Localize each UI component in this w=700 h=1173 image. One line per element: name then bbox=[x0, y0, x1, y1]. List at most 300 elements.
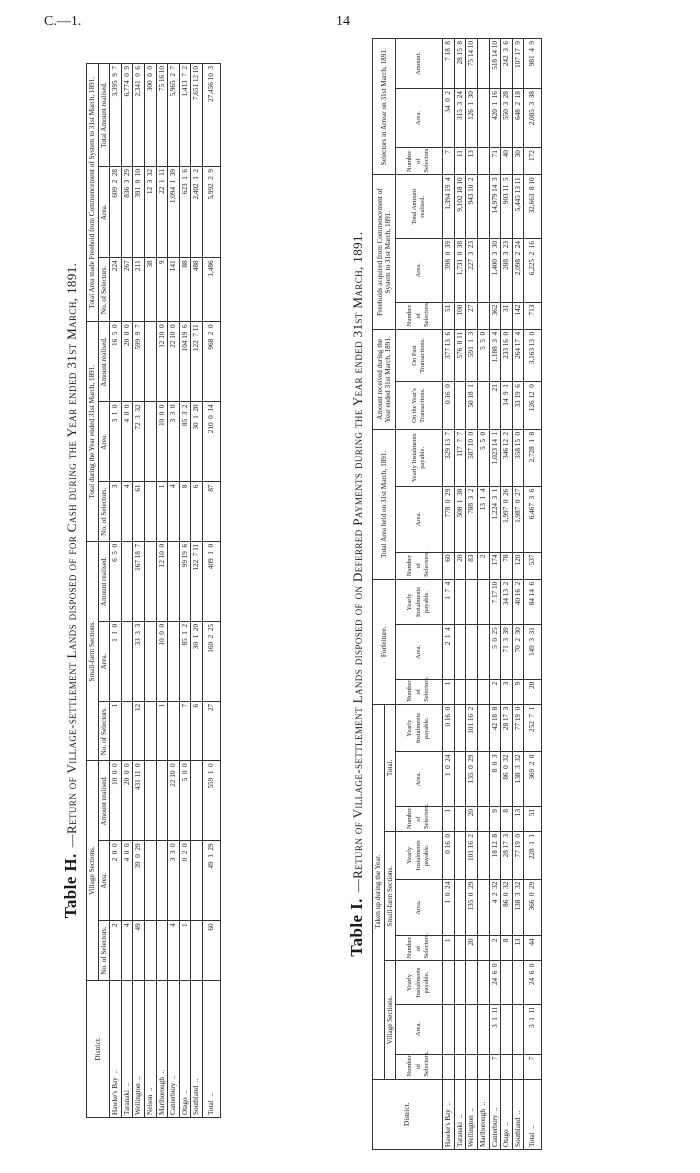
district-cell: Marlborough .. bbox=[477, 1079, 489, 1149]
table-cell bbox=[144, 322, 156, 402]
table-cell: 72 3 32 bbox=[133, 402, 145, 482]
table-cell: 20 bbox=[454, 552, 466, 579]
total-cell: 252 7 1 bbox=[524, 704, 542, 752]
table-cell: 20 bbox=[466, 936, 478, 961]
table-cell: 1,094 1 39 bbox=[168, 166, 180, 257]
district-cell: Marlborough .. bbox=[156, 980, 168, 1117]
table-cell: 1 bbox=[156, 482, 168, 541]
table-cell: 550 3 28 bbox=[501, 89, 513, 148]
total-cell: 27,456 10 3 bbox=[202, 64, 220, 167]
total-label: Total .. bbox=[202, 980, 220, 1117]
table-cell bbox=[477, 679, 489, 704]
table-cell: 10 0 0 bbox=[110, 761, 122, 841]
table-cell bbox=[477, 936, 489, 961]
table-cell bbox=[477, 39, 489, 89]
header-amount: Amount. bbox=[396, 39, 443, 89]
total-cell: 7 bbox=[524, 1054, 542, 1079]
total-cell: 409 1 0 bbox=[202, 541, 220, 621]
table-cell bbox=[454, 752, 466, 807]
header-total-freehold: Total Area made Freehold from Commencement of System to 31st March, 1891. bbox=[87, 64, 99, 322]
total-label: Total .. bbox=[524, 1079, 542, 1149]
table-cell: 5 5 0 bbox=[477, 429, 489, 486]
table-cell bbox=[512, 1004, 524, 1054]
table-cell bbox=[443, 1054, 455, 1079]
table-cell: 1,731 0 38 bbox=[454, 239, 466, 303]
total-cell: 5,992 2 9 bbox=[202, 166, 220, 257]
header-yearly-instalments: Yearly Instalments payable. bbox=[396, 832, 443, 880]
table-cell bbox=[121, 541, 133, 621]
table-cell: 40 16 2 bbox=[512, 579, 524, 624]
table-cell bbox=[156, 921, 168, 980]
table-cell bbox=[466, 1054, 478, 1079]
table-row bbox=[477, 39, 489, 1150]
table-cell: 1,394 19 4 bbox=[443, 175, 455, 239]
page-header bbox=[0, 14, 700, 34]
table-cell: 7,651 12 10 bbox=[191, 64, 203, 167]
table-row bbox=[489, 39, 501, 1150]
table-cell: 5,445 13 11 bbox=[512, 175, 524, 239]
table-cell: 75 16 10 bbox=[156, 64, 168, 167]
table-cell: 100 bbox=[454, 302, 466, 329]
table-cell bbox=[454, 936, 466, 961]
table-i-title bbox=[348, 38, 366, 1150]
table-cell: 6 bbox=[191, 482, 203, 541]
total-cell: 228 1 1 bbox=[524, 832, 542, 880]
header-area: Area. bbox=[396, 486, 443, 552]
header-village-sections: Village Sections. bbox=[384, 961, 396, 1079]
table-cell: 31 bbox=[501, 302, 513, 329]
total-cell: 3 1 11 bbox=[524, 1004, 542, 1054]
table-cell bbox=[144, 482, 156, 541]
table-cell: 1 bbox=[179, 921, 191, 980]
table-cell: 13 bbox=[512, 936, 524, 961]
table-cell: 34 13 2 bbox=[501, 579, 513, 624]
table-cell: 122 7 11 bbox=[191, 322, 203, 402]
total-cell: 968 2 0 bbox=[202, 322, 220, 402]
total-cell: 981 4 9 bbox=[524, 39, 542, 89]
header-amount: Amount realised. bbox=[98, 541, 110, 621]
table-cell: 1,413 7 2 bbox=[179, 64, 191, 167]
table-cell: 1,224 3 1 bbox=[489, 486, 501, 552]
table-cell bbox=[477, 704, 489, 752]
table-cell: 362 bbox=[489, 302, 501, 329]
table-cell: 329 13 7 bbox=[443, 429, 455, 486]
table-cell: 101 16 2 bbox=[466, 704, 478, 752]
table-cell: 7 bbox=[179, 701, 191, 760]
table-cell: 8 0 3 bbox=[489, 752, 501, 807]
total-cell: 149 3 31 bbox=[524, 625, 542, 680]
total-cell: 2,728 1 8 bbox=[524, 429, 542, 486]
total-cell: 126 12 0 bbox=[524, 382, 542, 430]
table-cell bbox=[477, 579, 489, 624]
table-cell bbox=[477, 961, 489, 1004]
table-cell bbox=[443, 961, 455, 1004]
table-cell bbox=[454, 807, 466, 832]
header-total-amount-realised: Total Amount realised. bbox=[396, 175, 443, 239]
table-cell bbox=[477, 302, 489, 329]
table-cell: 2,402 1 2 bbox=[191, 166, 203, 257]
page-number: 14 bbox=[336, 14, 350, 29]
table-cell: 71 bbox=[489, 148, 501, 175]
table-cell: 12 10 0 bbox=[156, 322, 168, 402]
table-cell: 2,098 2 24 bbox=[512, 239, 524, 303]
district-cell: Southland .. bbox=[191, 980, 203, 1117]
header-no-selectors: No. of Selectors. bbox=[98, 482, 110, 541]
table-cell: 591 1 3 bbox=[466, 329, 478, 381]
table-cell: 576 8 11 bbox=[454, 329, 466, 381]
total-cell: 51 bbox=[524, 807, 542, 832]
header-area: Area. bbox=[396, 239, 443, 303]
table-cell: 358 15 0 bbox=[512, 429, 524, 486]
table-cell: 0 16 0 bbox=[443, 832, 455, 880]
table-h-label: Table H. bbox=[61, 853, 80, 919]
table-cell: 2 1 4 bbox=[443, 625, 455, 680]
table-cell: 28 17 3 bbox=[501, 832, 513, 880]
header-area: Area. bbox=[396, 752, 443, 807]
table-cell bbox=[454, 1004, 466, 1054]
table-cell: 648 2 18 bbox=[512, 89, 524, 148]
table-cell: 1,987 0 27 bbox=[512, 486, 524, 552]
table-cell bbox=[477, 89, 489, 148]
table-cell: 3 1 0 bbox=[110, 402, 122, 482]
table-cell: 13 1 4 bbox=[477, 486, 489, 552]
table-cell bbox=[501, 961, 513, 1004]
table-i-body bbox=[443, 39, 542, 1150]
table-cell: 24 6 0 bbox=[489, 961, 501, 1004]
table-cell: 60 bbox=[443, 552, 455, 579]
table-i-label: Table I. bbox=[347, 898, 366, 957]
header-number-of-selectors: Number of Selectors. bbox=[396, 552, 443, 579]
total-row bbox=[202, 64, 220, 1118]
table-cell bbox=[144, 541, 156, 621]
table-cell bbox=[443, 1004, 455, 1054]
header-number-of-selectors: Number of Selectors. bbox=[396, 148, 443, 175]
table-row bbox=[144, 64, 156, 1118]
table-cell: 1 0 24 bbox=[443, 752, 455, 807]
table-cell: 4 bbox=[168, 921, 180, 980]
table-row bbox=[466, 39, 478, 1150]
table-cell bbox=[168, 541, 180, 621]
table-cell: 943 10 2 bbox=[466, 175, 478, 239]
table-cell: 1 0 24 bbox=[443, 879, 455, 936]
table-cell: 30 1 20 bbox=[191, 621, 203, 701]
table-cell: 99 19 6 bbox=[179, 541, 191, 621]
table-cell: 1 1 0 bbox=[110, 621, 122, 701]
table-cell: 2 bbox=[489, 936, 501, 961]
table-cell bbox=[466, 625, 478, 680]
total-cell: 87 bbox=[202, 482, 220, 541]
header-yearly-instalments: Yearly Instalments payable. bbox=[396, 579, 443, 624]
table-h-body bbox=[110, 64, 220, 1118]
table-cell: 70 2 30 bbox=[512, 625, 524, 680]
table-cell: 5 5 0 bbox=[477, 329, 489, 381]
table-cell bbox=[144, 402, 156, 482]
table-cell: 135 0 29 bbox=[466, 879, 478, 936]
table-cell: 38 bbox=[144, 258, 156, 322]
table-cell: 315 3 24 bbox=[454, 89, 466, 148]
table-cell bbox=[168, 621, 180, 701]
table-cell: 211 bbox=[133, 258, 145, 322]
table-cell: 6,774 0 9 bbox=[121, 64, 133, 167]
total-cell: 84 14 6 bbox=[524, 579, 542, 624]
table-cell: 88 bbox=[179, 258, 191, 322]
header-amount-received: Amount received during the Year ended 31st March, 1891. bbox=[373, 329, 396, 429]
table-cell bbox=[454, 704, 466, 752]
table-cell: 141 bbox=[168, 258, 180, 322]
table-cell: 104 19 6 bbox=[179, 322, 191, 402]
table-cell: 2 bbox=[489, 679, 501, 704]
district-cell: Wellington .. bbox=[133, 980, 145, 1117]
table-cell: 1,400 3 30 bbox=[489, 239, 501, 303]
table-cell: 4 0 0 bbox=[121, 402, 133, 482]
district-cell: Otago .. bbox=[501, 1079, 513, 1149]
table-cell: 120 bbox=[512, 552, 524, 579]
total-cell: 537 bbox=[524, 552, 542, 579]
table-cell: 242 3 6 bbox=[501, 39, 513, 89]
header-no-selectors: No. of Selectors. bbox=[98, 921, 110, 980]
table-cell: 1 7 4 bbox=[443, 579, 455, 624]
table-cell: 2 bbox=[477, 552, 489, 579]
table-cell: 11 bbox=[454, 148, 466, 175]
table-cell: 83 bbox=[466, 552, 478, 579]
table-cell: 4 bbox=[121, 921, 133, 980]
table-cell: 788 3 2 bbox=[466, 486, 478, 552]
district-cell: Southland .. bbox=[512, 1079, 524, 1149]
table-row bbox=[191, 64, 203, 1118]
document-reference: C.—1. bbox=[44, 14, 82, 29]
table-cell bbox=[144, 701, 156, 760]
header-number-of-selectors: Number of Selectors. bbox=[396, 302, 443, 329]
table-cell: 9 bbox=[156, 258, 168, 322]
table-cell: 3,395 9 7 bbox=[110, 64, 122, 167]
table-cell bbox=[156, 761, 168, 841]
table-cell: 4 bbox=[168, 482, 180, 541]
table-cell: 7 bbox=[489, 1054, 501, 1079]
header-area: Area. bbox=[396, 89, 443, 148]
table-cell: 138 3 32 bbox=[512, 752, 524, 807]
table-cell: 75 14 10 bbox=[466, 39, 478, 89]
header-area: Area. bbox=[98, 841, 110, 921]
header-amount: Amount realised. bbox=[98, 761, 110, 841]
table-cell: 587 10 0 bbox=[466, 429, 478, 486]
header-area: Area. bbox=[396, 879, 443, 936]
total-cell: 559 1 0 bbox=[202, 761, 220, 841]
header-no-selectors: No. of Selectors. bbox=[98, 258, 110, 322]
total-cell: 3,163 13 0 bbox=[524, 329, 542, 381]
district-cell: Otago .. bbox=[179, 980, 191, 1117]
table-cell: 39 0 29 bbox=[133, 841, 145, 921]
table-cell bbox=[512, 1054, 524, 1079]
total-cell: 44 bbox=[524, 936, 542, 961]
header-village-sections: Village Sections. bbox=[87, 761, 99, 980]
table-cell bbox=[501, 1054, 513, 1079]
table-cell bbox=[477, 752, 489, 807]
header-yearly-instalments: Yearly Instalments payable. bbox=[396, 961, 443, 1004]
header-small-farm-sections: Small-farm Sections. bbox=[384, 832, 396, 961]
table-h-block bbox=[62, 63, 372, 1118]
district-cell: Nelson .. bbox=[144, 980, 156, 1117]
table-cell bbox=[191, 921, 203, 980]
header-on-past-transactions: On Past Transactions. bbox=[396, 329, 443, 381]
header-number-of-selectors: Number of Selectors. bbox=[396, 936, 443, 961]
district-cell: Wellington .. bbox=[466, 1079, 478, 1149]
table-cell: 85 3 2 bbox=[179, 402, 191, 482]
table-cell: 9,102 18 10 bbox=[454, 175, 466, 239]
total-cell: 24 6 0 bbox=[524, 961, 542, 1004]
header-taken-up: Taken up during the Year. bbox=[373, 704, 385, 1079]
table-h-caption: —Return of Village-settlement Lands disposed of for Cash during the Year ended 31st March, 1891. bbox=[64, 262, 79, 848]
table-row bbox=[110, 64, 122, 1118]
header-on-years-transactions: On the Year's Transactions. bbox=[396, 382, 443, 430]
table-cell bbox=[501, 1004, 513, 1054]
table-cell bbox=[454, 625, 466, 680]
table-cell: 224 bbox=[110, 258, 122, 322]
table-cell: 20 0 0 bbox=[121, 761, 133, 841]
header-number-of-selectors: Number of Selectors. bbox=[396, 679, 443, 704]
table-cell bbox=[454, 382, 466, 430]
table-i-block bbox=[348, 38, 658, 1150]
table-cell: 28 15 8 bbox=[454, 39, 466, 89]
table-cell: 101 16 2 bbox=[466, 832, 478, 880]
table-cell bbox=[466, 579, 478, 624]
district-cell: Hawke's Bay .. bbox=[443, 1079, 455, 1149]
table-cell: 20 bbox=[466, 807, 478, 832]
table-cell: 431 11 0 bbox=[133, 761, 145, 841]
table-cell: 30 1 20 bbox=[191, 402, 203, 482]
table-row bbox=[133, 64, 145, 1118]
district-cell: Canterbury .. bbox=[489, 1079, 501, 1149]
table-cell: 33 3 3 bbox=[133, 621, 145, 701]
table-cell bbox=[121, 701, 133, 760]
table-h bbox=[86, 63, 221, 1118]
table-cell: 9 bbox=[489, 807, 501, 832]
table-cell bbox=[477, 1004, 489, 1054]
table-cell: 8 bbox=[501, 936, 513, 961]
table-cell: 13 bbox=[466, 148, 478, 175]
total-cell: 60 bbox=[202, 921, 220, 980]
table-cell: 6 5 0 bbox=[110, 541, 122, 621]
table-cell: 1,188 3 4 bbox=[489, 329, 501, 381]
header-yearly-instalments: Yearly Instalments payable. bbox=[396, 704, 443, 752]
table-cell: 2 bbox=[110, 921, 122, 980]
table-cell bbox=[477, 175, 489, 239]
table-cell: 3 3 0 bbox=[168, 402, 180, 482]
district-cell: Canterbury .. bbox=[168, 980, 180, 1117]
table-cell bbox=[156, 841, 168, 921]
table-cell: 5 0 0 bbox=[179, 761, 191, 841]
table-cell: 9 bbox=[512, 679, 524, 704]
table-row bbox=[454, 39, 466, 1150]
table-cell: 1 bbox=[156, 701, 168, 760]
table-cell: 28 17 3 bbox=[501, 704, 513, 752]
total-cell: 713 bbox=[524, 302, 542, 329]
table-cell: 78 bbox=[501, 552, 513, 579]
header-total: Total. bbox=[384, 704, 396, 831]
table-cell: 107 17 9 bbox=[512, 39, 524, 89]
table-cell bbox=[512, 961, 524, 1004]
table-cell: 77 19 0 bbox=[512, 832, 524, 880]
table-cell: 1 bbox=[443, 936, 455, 961]
table-cell: 40 bbox=[501, 148, 513, 175]
table-cell: 3 bbox=[110, 482, 122, 541]
table-cell: 42 18 8 bbox=[489, 704, 501, 752]
header-district: District. bbox=[373, 1079, 443, 1149]
table-cell: 1 bbox=[110, 701, 122, 760]
table-cell: 174 bbox=[489, 552, 501, 579]
district-cell: Taranaki .. bbox=[121, 980, 133, 1117]
table-cell: 1 bbox=[443, 679, 455, 704]
table-cell: 12 10 0 bbox=[156, 541, 168, 621]
table-cell: 135 0 29 bbox=[466, 752, 478, 807]
table-cell: 126 1 30 bbox=[466, 89, 478, 148]
table-cell: 49 bbox=[133, 921, 145, 980]
table-cell: 1,023 14 1 bbox=[489, 429, 501, 486]
table-cell bbox=[454, 879, 466, 936]
table-cell bbox=[477, 807, 489, 832]
header-amount: Amount realised. bbox=[98, 322, 110, 402]
header-area: Area. bbox=[396, 1004, 443, 1054]
table-cell: 12 bbox=[133, 701, 145, 760]
table-cell: 836 3 29 bbox=[121, 166, 133, 257]
table-cell: 0 16 0 bbox=[443, 704, 455, 752]
table-row bbox=[179, 64, 191, 1118]
header-total-area-held: Total Area held on 31st March, 1891. bbox=[373, 429, 396, 579]
district-cell: Hawke's Bay .. bbox=[110, 980, 122, 1117]
table-cell: 0 2 0 bbox=[179, 841, 191, 921]
table-cell: 778 0 29 bbox=[443, 486, 455, 552]
header-district: District. bbox=[87, 980, 110, 1117]
table-cell bbox=[477, 1054, 489, 1079]
header-number-of-selectors: Number of Selectors. bbox=[396, 1054, 443, 1079]
header-selectors-in-arrear: Selectors in Arrear on 31st March, 1891. bbox=[373, 39, 396, 175]
table-cell: 599 9 7 bbox=[133, 322, 145, 402]
table-cell: 22 10 0 bbox=[168, 322, 180, 402]
header-freeholds-acquired: Freeholds acquired from Commencement of System to 31st March, 1891. bbox=[373, 175, 396, 329]
table-cell bbox=[454, 961, 466, 1004]
table-cell: 61 bbox=[133, 482, 145, 541]
table-cell: 18 12 8 bbox=[489, 832, 501, 880]
table-row bbox=[168, 64, 180, 1118]
table-cell: 288 3 23 bbox=[501, 239, 513, 303]
table-cell: 16 5 0 bbox=[110, 322, 122, 402]
total-cell: 160 2 25 bbox=[202, 621, 220, 701]
total-cell: 20 bbox=[524, 679, 542, 704]
table-cell: 1,997 0 26 bbox=[501, 486, 513, 552]
table-cell: 142 bbox=[512, 302, 524, 329]
table-cell: 518 14 10 bbox=[489, 39, 501, 89]
table-cell: 138 3 32 bbox=[512, 879, 524, 936]
table-cell: 903 11 5 bbox=[501, 175, 513, 239]
header-area: Area. bbox=[98, 402, 110, 482]
table-cell: 377 13 6 bbox=[443, 329, 455, 381]
total-cell: 49 1 29 bbox=[202, 841, 220, 921]
table-cell: 122 7 11 bbox=[191, 541, 203, 621]
table-cell bbox=[191, 841, 203, 921]
table-cell bbox=[466, 961, 478, 1004]
table-cell: 85 1 2 bbox=[179, 621, 191, 701]
table-cell: 51 bbox=[443, 302, 455, 329]
table-cell bbox=[477, 239, 489, 303]
table-cell: 3 3 0 bbox=[168, 841, 180, 921]
table-cell: 5 0 25 bbox=[489, 625, 501, 680]
table-cell: 488 bbox=[191, 258, 203, 322]
table-cell: 300 0 0 bbox=[144, 64, 156, 167]
table-cell bbox=[477, 382, 489, 430]
table-cell: 7 17 10 bbox=[489, 579, 501, 624]
table-cell: 13 bbox=[512, 807, 524, 832]
table-cell: 4 bbox=[121, 482, 133, 541]
total-row bbox=[524, 39, 542, 1150]
